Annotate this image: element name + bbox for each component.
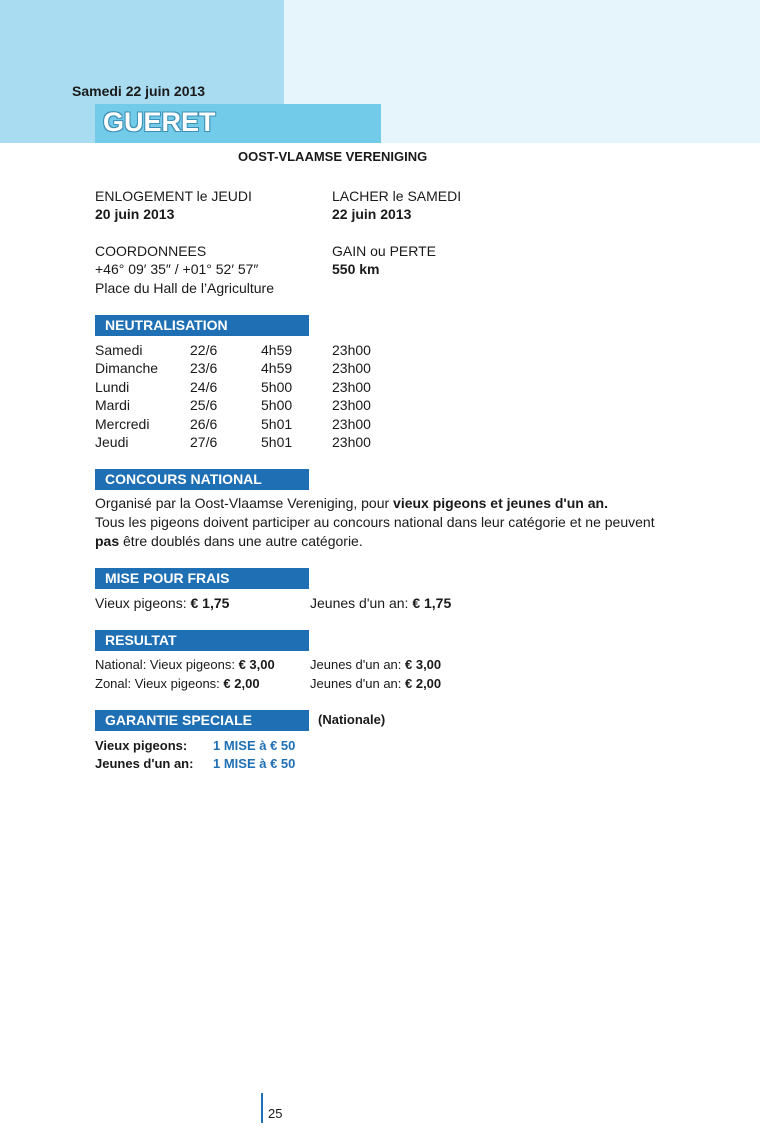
end-cell: 23h00 [332,360,371,377]
end-cell: 23h00 [332,342,371,358]
start-cell: 5h00 [261,378,293,395]
footer-divider [261,1093,263,1123]
resultat-zonal-jeunes-value: € 2,00 [405,676,442,691]
end-cell: 23h00 [332,433,371,450]
resultat-national-value: € 3,00 [238,657,275,672]
day-cell: Samedi [95,342,143,358]
neutralisation-heading: NEUTRALISATION [95,315,309,336]
resultat-zonal-value: € 2,00 [223,676,260,691]
coordonnees-place: Place du Hall de l’Agriculture [95,280,274,296]
lacher-label: LACHER le SAMEDI [332,188,462,204]
garantie-heading: GARANTIE SPECIALE [95,710,309,731]
day-cell: Jeudi [95,433,129,450]
date-cell: 24/6 [190,378,218,395]
header-date: Samedi 22 juin 2013 [72,83,206,99]
concours-line-3-text: être doublés dans une autre catégorie. [119,533,363,549]
mise-vieux-value: € 1,75 [190,595,230,611]
title-box [95,104,381,143]
end-cell: 23h00 [332,378,371,395]
resultat-national [95,657,275,672]
start-cell: 5h01 [261,415,293,432]
garantie-vieux-label: Vieux pigeons: [95,738,188,753]
concours-line-2: Tous les pigeons doivent participer au concours national dans leur catégorie et ne peuvent [95,514,655,530]
garantie-jeunes-label: Jeunes d'un an: [95,756,194,771]
resultat-heading: RESULTAT [95,630,309,651]
mise-vieux-label: Vieux pigeons: [95,595,191,611]
garantie-jeunes-value: 1 MISE à € 50 [213,756,296,771]
resultat-zonal-jeunes [310,676,441,691]
start-cell: 5h00 [261,397,293,414]
date-cell: 27/6 [190,433,218,450]
resultat-national-jeunes-value: € 3,00 [405,657,442,672]
enlogement-label: ENLOGEMENT le JEUDI [95,188,252,204]
day-cell: Mardi [95,397,131,414]
day-cell: Mercredi [95,415,150,432]
page-number: 25 [268,1106,283,1121]
concours-paragraph [95,494,715,551]
date-cell: 25/6 [190,397,218,414]
date-cell: 22/6 [190,342,218,358]
coordonnees-value: +46° 09′ 35″ / +01° 52′ 57″ [95,261,259,277]
concours-line-3 [95,532,715,551]
page-title: GUERET [103,107,216,137]
mise-vieux [95,595,229,611]
end-cell: 23h00 [332,397,371,414]
resultat-zonal-label: Zonal: Vieux pigeons: [95,676,224,691]
mise-jeunes-value: € 1,75 [412,595,452,611]
start-cell: 4h59 [261,342,293,358]
start-cell: 4h59 [261,360,293,377]
mise-jeunes [310,595,451,611]
garantie-note: (Nationale) [318,712,386,727]
day-cell: Lundi [95,378,130,395]
coordonnees-label: COORDONNEES [95,243,207,259]
concours-line-3-bold: pas [95,533,120,549]
resultat-zonal [95,676,260,691]
gain-value: 550 km [332,261,380,277]
lacher-date: 22 juin 2013 [332,206,412,222]
gain-label: GAIN ou PERTE [332,243,437,259]
resultat-national-jeunes [310,657,441,672]
mise-jeunes-label: Jeunes d'un an: [310,595,413,611]
concours-line-1-bold: vieux pigeons et jeunes d'un an. [393,495,608,511]
concours-heading: CONCOURS NATIONAL [95,469,309,490]
resultat-national-label: National: Vieux pigeons: [95,657,239,672]
garantie-vieux-value: 1 MISE à € 50 [213,738,296,753]
concours-line-1-text: Organisé par la Oost-Vlaamse Vereniging, pour [95,495,394,511]
resultat-national-jeunes-label: Jeunes d'un an: [310,657,405,672]
date-cell: 23/6 [190,360,218,377]
enlogement-date: 20 juin 2013 [95,206,175,222]
resultat-zonal-jeunes-label: Jeunes d'un an: [310,676,405,691]
mise-heading: MISE POUR FRAIS [95,568,309,589]
organizer-name: OOST-VLAAMSE VERENIGING [238,149,428,164]
day-cell: Dimanche [95,360,159,377]
end-cell: 23h00 [332,415,371,432]
concours-line-1 [95,494,715,513]
date-cell: 26/6 [190,415,218,432]
start-cell: 5h01 [261,433,293,450]
